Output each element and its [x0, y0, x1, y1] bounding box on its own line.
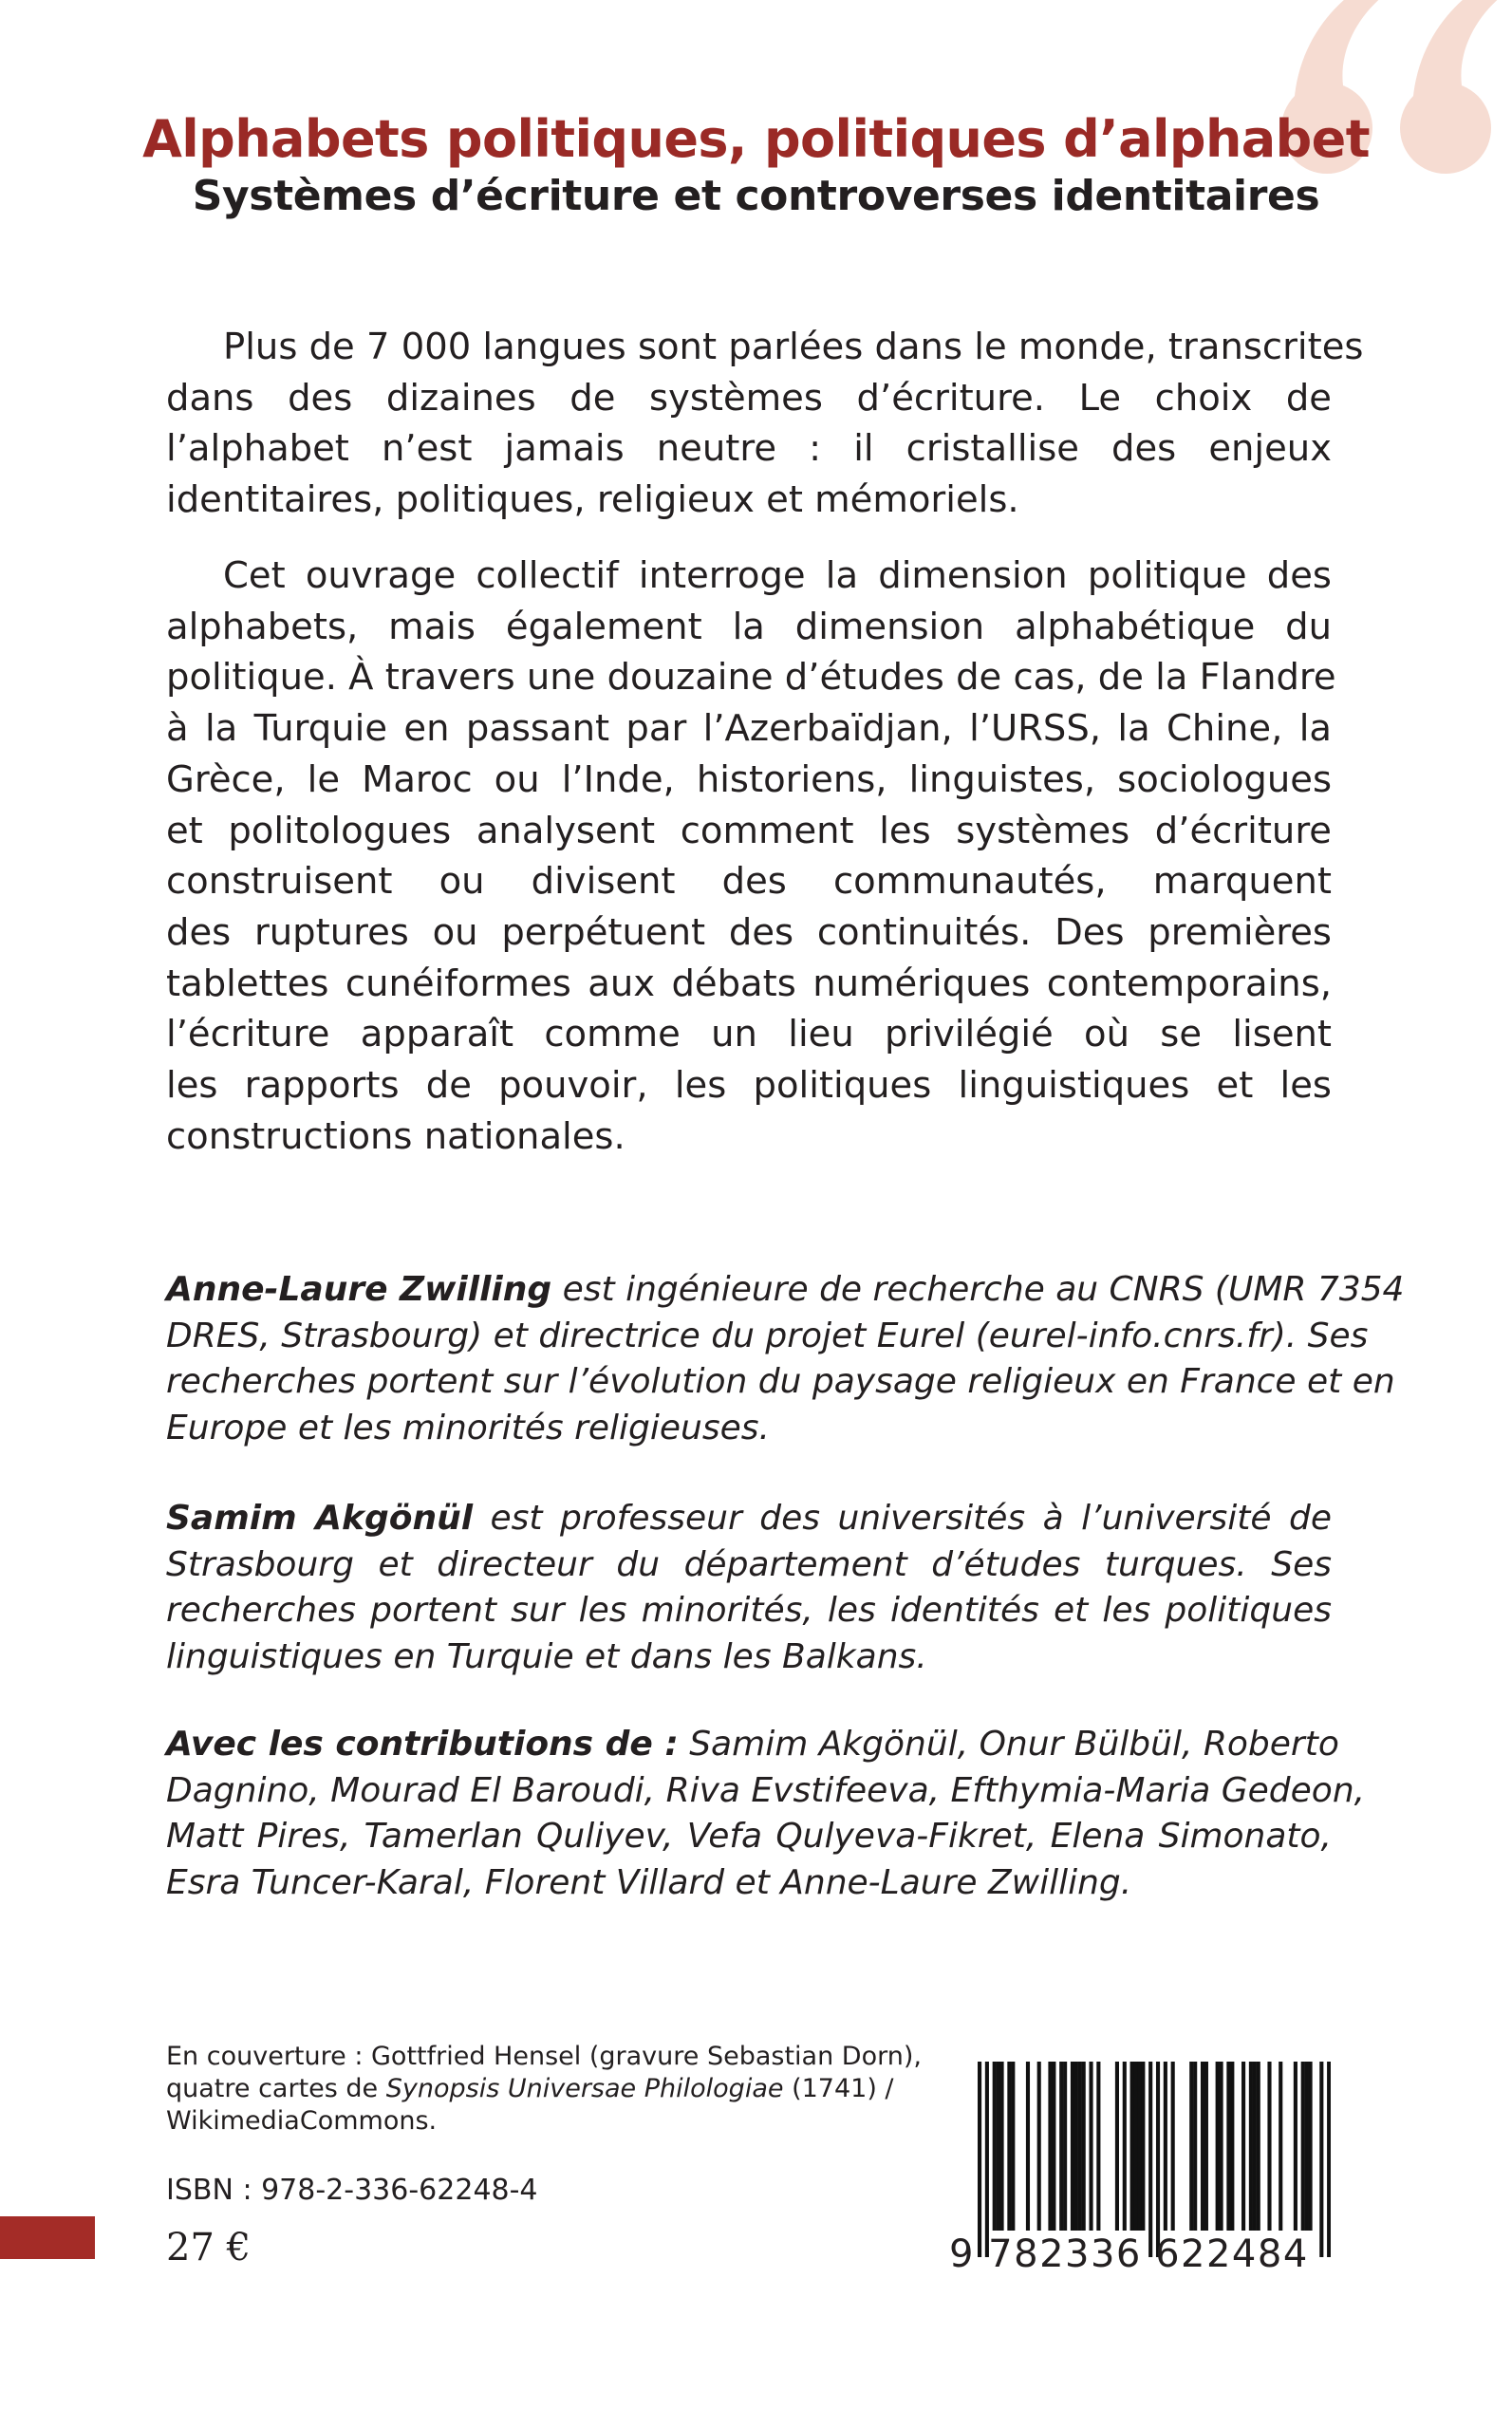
summary-paragraph-2 — [166, 551, 1336, 1162]
author-bio-1 — [166, 1267, 1405, 1451]
barcode-bar — [1026, 2062, 1030, 2231]
barcode-bar — [999, 2062, 1003, 2231]
text-line: DRES, Strasbourg) et directrice du projet Eurel (eurel-info.cnrs.fr). Ses — [166, 1316, 1369, 1355]
barcode-bar — [1279, 2062, 1282, 2231]
text-line: Strasbourg et directeur du département d’études turques. Ses — [166, 1544, 1332, 1584]
barcode-bar — [1011, 2062, 1015, 2231]
contributors-list — [166, 1722, 1366, 1906]
barcode-bar — [1193, 2062, 1197, 2231]
barcode-bar — [1063, 2062, 1067, 2231]
text-line: des ruptures ou perpétuent des continuités. Des premières — [166, 910, 1332, 954]
barcode-bar — [1294, 2062, 1297, 2231]
cover-credit: En couverture : Gottfried Hensel (gravure Sebastian Dorn), quatre cartes de Synopsis Universae Philologiae (1741) / WikimediaCommons. — [166, 2042, 922, 2136]
text-line: recherches portent sur les minorités, les identités et les politiques — [166, 1591, 1332, 1631]
barcode-bar — [1267, 2062, 1271, 2231]
text-line: Samim Akgönül est professeur des universités à l’université de — [166, 1499, 1332, 1538]
barcode-bar — [997, 2062, 1000, 2231]
text-line: recherches portent sur l’évolution du paysage religieux en France et en — [166, 1362, 1395, 1402]
barcode-bar — [1319, 2062, 1323, 2257]
barcode-bar — [1082, 2062, 1086, 2231]
barcode-bar — [1141, 2062, 1145, 2231]
barcode-bar — [1115, 2062, 1119, 2231]
book-subtitle: Systèmes d’écriture et controverses identitaires — [192, 172, 1320, 220]
barcode-bar — [1007, 2062, 1011, 2231]
text-line: les rapports de pouvoir, les politiques linguistiques et les — [166, 1064, 1332, 1108]
barcode-bar — [1249, 2062, 1253, 2231]
text-line: Dagnino, Mourad El Baroudi, Riva Evstifeeva, Efthymia-Maria Gedeon, — [166, 1770, 1366, 1810]
barcode-bar — [1305, 2062, 1309, 2231]
barcode-bar — [1037, 2062, 1041, 2231]
barcode-bar — [1078, 2062, 1082, 2231]
barcode-bar — [1123, 2062, 1127, 2231]
barcode-bar — [1074, 2062, 1078, 2231]
text-line: à la Turquie en passant par l’Azerbaïdjan, l’URSS, la Chine, la — [166, 707, 1332, 751]
barcode-bar — [1327, 2062, 1331, 2257]
text-line: construisent ou divisent des communautés, marquent — [166, 860, 1332, 904]
text-line: dans des dizaines de systèmes d’écriture. Le choix de — [166, 376, 1332, 420]
text-line: Matt Pires, Tamerlan Quliyev, Vefa Qulyeva-Fikret, Elena Simonato, — [166, 1817, 1332, 1857]
barcode-bar — [1059, 2062, 1063, 2231]
barcode-bar — [1164, 2062, 1167, 2231]
barcode-bar — [1052, 2062, 1055, 2231]
text-line: constructions nationales. — [166, 1114, 625, 1158]
accent-bar — [0, 2216, 95, 2259]
barcode-bar — [1257, 2062, 1260, 2231]
author-bio-2 — [166, 1496, 1332, 1680]
barcode-bar — [1226, 2062, 1230, 2231]
barcode-bar — [978, 2062, 981, 2257]
barcode-bar — [1204, 2062, 1208, 2231]
text-line: Avec les contributions de : Samim Akgönül, Onur Bülbül, Roberto — [166, 1725, 1339, 1764]
text-line: Plus de 7 000 langues sont parlées dans le monde, transcrites — [223, 326, 1364, 368]
barcode-bar — [1189, 2062, 1193, 2231]
summary-paragraph-1 — [166, 322, 1364, 526]
barcode-bar — [1137, 2062, 1141, 2231]
barcode-bar — [993, 2062, 997, 2231]
barcode-bar — [1171, 2062, 1175, 2231]
barcode-bar — [1220, 2062, 1223, 2231]
barcode — [978, 2062, 1331, 2257]
text-line: Europe et les minorités religieuses. — [166, 1408, 770, 1447]
isbn-number: ISBN : 978-2-336-62248-4 — [166, 2174, 538, 2207]
text-line: alphabets, mais également la dimension alphabétique du — [166, 605, 1332, 648]
text-line: Cet ouvrage collectif interroge la dimension politique des — [223, 554, 1332, 597]
barcode-bar — [985, 2062, 989, 2257]
text-line: et politologues analysent comment les systèmes d’écriture — [166, 809, 1332, 852]
text-line: Esra Tuncer-Karal, Florent Villard et Anne-Laure Zwilling. — [166, 1862, 1132, 1902]
barcode-bar — [1201, 2062, 1204, 2231]
book-title: Alphabets politiques, politiques d’alphabet — [142, 109, 1370, 169]
barcode-bar — [1148, 2062, 1152, 2257]
text-line: l’écriture apparaît comme un lieu privilégié où se lisent — [166, 1013, 1332, 1056]
barcode-bar — [1071, 2062, 1074, 2231]
barcode-bar — [1096, 2062, 1100, 2231]
author-name: Anne-Laure Zwilling — [166, 1270, 552, 1309]
text-line: Anne-Laure Zwilling est ingénieure de recherche au CNRS (UMR 7354 — [166, 1270, 1405, 1309]
text-line: identitaires, politiques, religieux et mémoriels. — [166, 478, 1019, 522]
barcode-bar — [1133, 2062, 1137, 2231]
barcode-bar — [1309, 2062, 1313, 2231]
text-line: l’alphabet n’est jamais neutre : il cristallise des enjeux — [166, 427, 1332, 471]
barcode-bar — [1216, 2062, 1220, 2231]
barcode-bar — [1253, 2062, 1257, 2231]
barcode-number: 9 782336 622484 — [949, 2232, 1309, 2276]
price: 27 € — [166, 2226, 252, 2269]
contributions-label: Avec les contributions de : — [166, 1725, 679, 1764]
text-line: Grèce, le Maroc ou l’Inde, historiens, linguistes, sociologues — [166, 757, 1332, 801]
barcode-bar — [1301, 2062, 1305, 2231]
barcode-bar — [1241, 2062, 1245, 2231]
barcode-bar — [1048, 2062, 1052, 2231]
text-line: tablettes cunéiformes aux débats numériques contemporains, — [166, 962, 1332, 1005]
barcode-bar — [1089, 2062, 1092, 2231]
text-line: linguistiques en Turquie et dans les Balkans. — [166, 1636, 927, 1676]
text-line: politique. À travers une douzaine d’études de cas, de la Flandre — [166, 656, 1336, 700]
barcode-bar — [1156, 2062, 1160, 2257]
author-name: Samim Akgönül — [166, 1499, 474, 1538]
barcode-bar — [1230, 2062, 1234, 2231]
barcode-bar — [1130, 2062, 1134, 2231]
